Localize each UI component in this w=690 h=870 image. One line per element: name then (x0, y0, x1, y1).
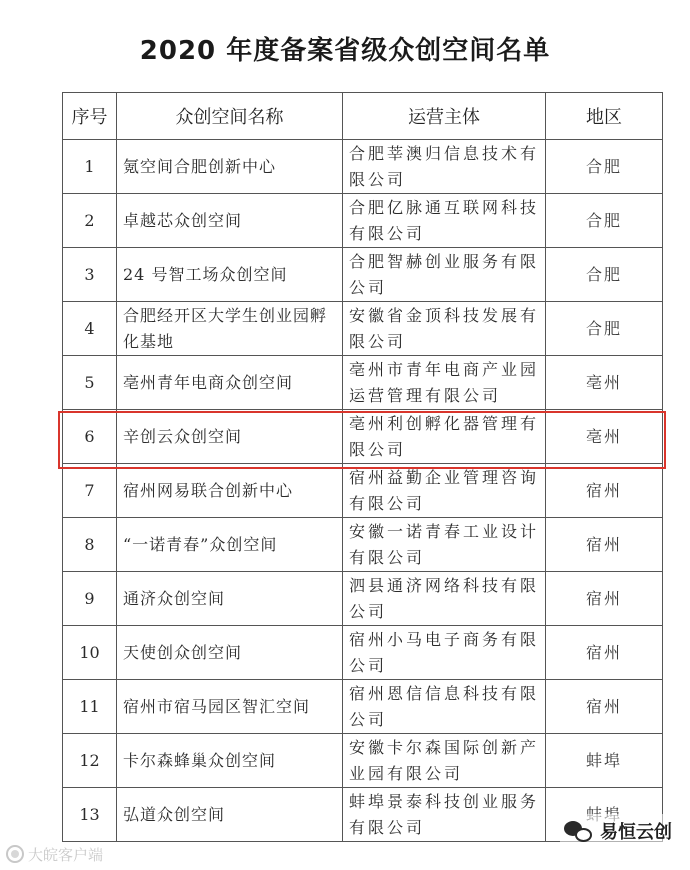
row-number: 1 (63, 140, 117, 194)
region: 合肥 (546, 194, 663, 248)
row-number: 4 (63, 302, 117, 356)
table-header-row (63, 93, 663, 140)
right-watermark-text: 易恒云创 (600, 822, 672, 843)
row-number: 13 (63, 788, 117, 842)
header-operator: 运营主体 (343, 93, 546, 140)
region: 蚌埠 (546, 734, 663, 788)
row-number: 10 (63, 626, 117, 680)
region: 合肥 (546, 248, 663, 302)
operator-name: 泗县通济网络科技有限公司 (343, 572, 546, 626)
table-row (63, 680, 663, 734)
operator-name: 亳州市青年电商产业园运营管理有限公司 (343, 356, 546, 410)
operator-name: 安徽省金顶科技发展有限公司 (343, 302, 546, 356)
operator-name: 宿州益勤企业管理咨询有限公司 (343, 464, 546, 518)
region: 合肥 (546, 140, 663, 194)
space-name: 亳州青年电商众创空间 (117, 356, 343, 410)
region: 宿州 (546, 518, 663, 572)
operator-name: 宿州恩信信息科技有限公司 (343, 680, 546, 734)
row-number: 12 (63, 734, 117, 788)
region: 亳州 (546, 356, 663, 410)
operator-name: 亳州利创孵化器管理有限公司 (343, 410, 546, 464)
roster-table (62, 92, 663, 842)
space-name: 宿州市宿马园区智汇空间 (117, 680, 343, 734)
region: 宿州 (546, 572, 663, 626)
space-name: “一诺青春”众创空间 (117, 518, 343, 572)
space-name: 氪空间合肥创新中心 (117, 140, 343, 194)
space-name: 天使创众创空间 (117, 626, 343, 680)
header-region: 地区 (546, 93, 663, 140)
operator-name: 宿州小马电子商务有限公司 (343, 626, 546, 680)
operator-name: 安徽一诺青春工业设计有限公司 (343, 518, 546, 572)
operator-name: 安徽卡尔森国际创新产业园有限公司 (343, 734, 546, 788)
left-watermark-text: 大皖客户端 (28, 845, 104, 864)
region: 宿州 (546, 464, 663, 518)
space-name: 卓越芯众创空间 (117, 194, 343, 248)
region: 亳州 (546, 410, 663, 464)
table-row (63, 518, 663, 572)
right-watermark (560, 814, 676, 848)
operator-name: 合肥莘澳归信息技术有限公司 (343, 140, 546, 194)
space-name: 卡尔森蜂巢众创空间 (117, 734, 343, 788)
table-row (63, 572, 663, 626)
operator-name: 蚌埠景泰科技创业服务有限公司 (343, 788, 546, 842)
space-name: 辛创云众创空间 (117, 410, 343, 464)
operator-name: 合肥亿脉通互联网科技有限公司 (343, 194, 546, 248)
page-title: 2020 年度备案省级众创空间名单 (139, 36, 551, 66)
table-row (63, 464, 663, 518)
row-number: 3 (63, 248, 117, 302)
region: 宿州 (546, 680, 663, 734)
space-name: 弘道众创空间 (117, 788, 343, 842)
wechat-icon (564, 819, 594, 843)
table-row (63, 194, 663, 248)
region: 宿州 (546, 626, 663, 680)
row-number: 7 (63, 464, 117, 518)
row-number: 9 (63, 572, 117, 626)
table-row (63, 302, 663, 356)
region: 合肥 (546, 302, 663, 356)
row-number: 8 (63, 518, 117, 572)
row-number: 11 (63, 680, 117, 734)
table-row (63, 248, 663, 302)
header-no: 序号 (63, 93, 117, 140)
row-number: 6 (63, 410, 117, 464)
header-name: 众创空间名称 (117, 93, 343, 140)
table-row (63, 140, 663, 194)
client-logo-icon (6, 845, 24, 863)
row-number: 2 (63, 194, 117, 248)
space-name: 通济众创空间 (117, 572, 343, 626)
left-watermark (6, 842, 103, 866)
table-row (63, 626, 663, 680)
table-row (63, 356, 663, 410)
space-name: 合肥经开区大学生创业园孵化基地 (117, 302, 343, 356)
table-row (63, 410, 663, 464)
table-row (63, 734, 663, 788)
space-name: 宿州网易联合创新中心 (117, 464, 343, 518)
row-number: 5 (63, 356, 117, 410)
space-name: 24 号智工场众创空间 (117, 248, 343, 302)
operator-name: 合肥智赫创业服务有限公司 (343, 248, 546, 302)
